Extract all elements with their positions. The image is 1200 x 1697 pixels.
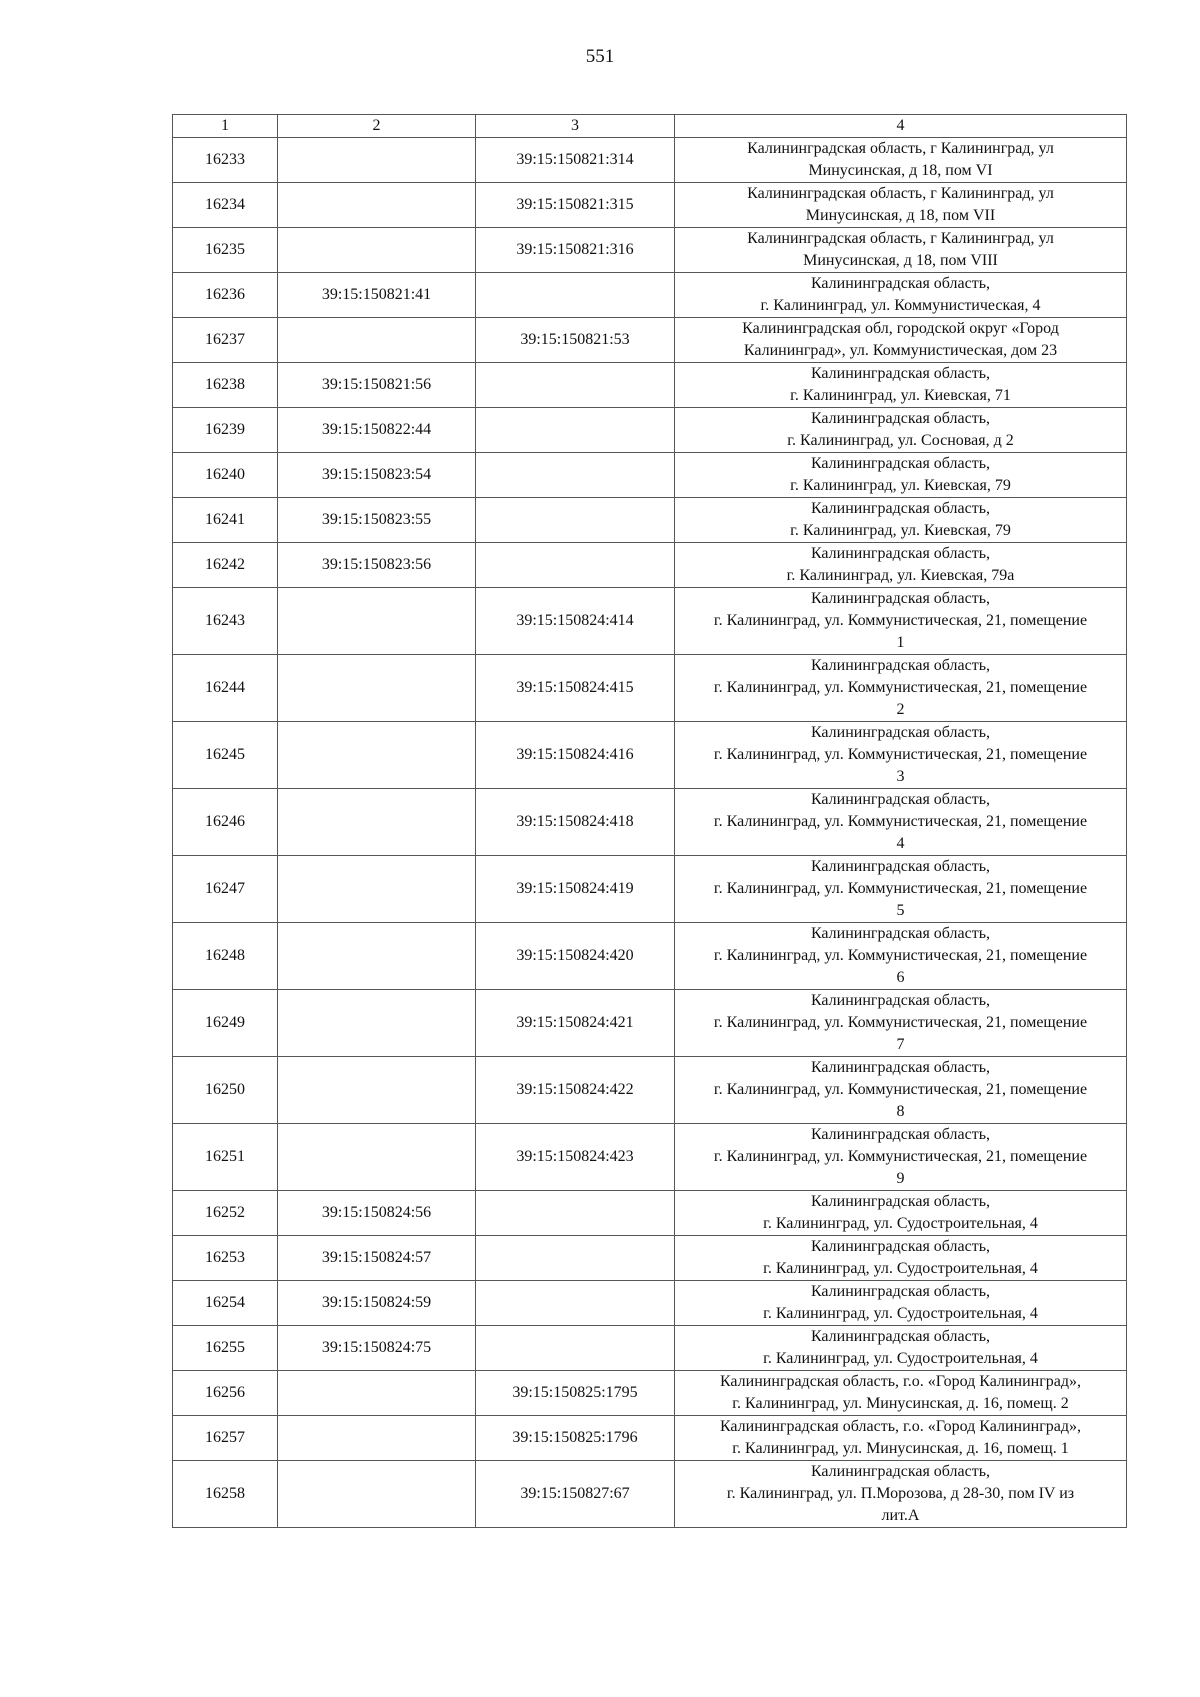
row-number-cell: 16254 <box>173 1281 278 1326</box>
cadastral-number-cell <box>278 228 476 273</box>
table-row <box>173 1416 1127 1461</box>
address-line: 2 <box>896 701 905 718</box>
row-number-cell: 16249 <box>173 990 278 1057</box>
room-cadastral-number-cell: 39:15:150824:423 <box>476 1124 675 1191</box>
address-line: г. Калининград, ул. Судостроительная, 4 <box>763 1260 1038 1277</box>
cadastral-number-cell: 39:15:150824:57 <box>278 1236 476 1281</box>
row-number-cell: 16244 <box>173 655 278 722</box>
cadastral-number-cell <box>278 183 476 228</box>
address-cell <box>675 1124 1127 1191</box>
address-cell <box>675 228 1127 273</box>
address-cell <box>675 273 1127 318</box>
address-line: г. Калининград, ул. Коммунистическая, 21, помещение <box>713 880 1088 897</box>
address-line: г. Калининград, ул. Коммунистическая, 21, помещение <box>713 947 1088 964</box>
room-cadastral-number-cell <box>476 543 675 588</box>
address-line: Калининградская область, г Калининград, ул <box>747 140 1054 157</box>
address-cell <box>675 1371 1127 1416</box>
room-cadastral-number-cell <box>476 1191 675 1236</box>
registry-table <box>172 114 1127 1528</box>
cadastral-number-cell <box>278 990 476 1057</box>
table-row <box>173 363 1127 408</box>
address-line: лит.А <box>881 1507 920 1524</box>
column-header-3: 3 <box>476 115 675 138</box>
address-line: Калининградская область, <box>810 791 991 808</box>
address-line: г. Калининград, ул. Коммунистическая, 21, помещение <box>713 1014 1088 1031</box>
address-line: Калининградская область, г Калининград, ул <box>747 185 1054 202</box>
cadastral-number-cell <box>278 318 476 363</box>
row-number-cell: 16237 <box>173 318 278 363</box>
table-row <box>173 318 1127 363</box>
table-row <box>173 138 1127 183</box>
address-line: Калининградская область, <box>810 1283 991 1300</box>
row-number-cell: 16250 <box>173 1057 278 1124</box>
address-line: г. Калининград, ул. Киевская, 79 <box>790 477 1011 494</box>
room-cadastral-number-cell <box>476 363 675 408</box>
address-cell <box>675 408 1127 453</box>
row-number-cell: 16233 <box>173 138 278 183</box>
address-line: Калининградская область, <box>810 590 991 607</box>
room-cadastral-number-cell: 39:15:150824:414 <box>476 588 675 655</box>
address-line: г. Калининград, ул. Киевская, 79 <box>790 522 1011 539</box>
address-line: Калининградская область, <box>810 410 991 427</box>
cadastral-number-cell: 39:15:150824:59 <box>278 1281 476 1326</box>
address-line: г. Калининград, ул. П.Морозова, д 28-30, пом IV из <box>726 1485 1075 1502</box>
cadastral-number-cell <box>278 655 476 722</box>
address-line: Калининград», ул. Коммунистическая, дом 23 <box>743 342 1058 359</box>
row-number-cell: 16235 <box>173 228 278 273</box>
address-line: Минусинская, д 18, пом VI <box>808 162 993 179</box>
column-header-1: 1 <box>173 115 278 138</box>
row-number-cell: 16246 <box>173 789 278 856</box>
address-line: Калининградская область, <box>810 1193 991 1210</box>
address-cell <box>675 856 1127 923</box>
address-line: г. Калининград, ул. Коммунистическая, 4 <box>760 297 1041 314</box>
table-row <box>173 1371 1127 1416</box>
cadastral-number-cell <box>278 923 476 990</box>
table-body <box>173 138 1127 1528</box>
cadastral-number-cell <box>278 789 476 856</box>
address-line: Калининградская область, <box>810 1328 991 1345</box>
cadastral-number-cell: 39:15:150821:41 <box>278 273 476 318</box>
room-cadastral-number-cell: 39:15:150821:316 <box>476 228 675 273</box>
column-header-4: 4 <box>675 115 1127 138</box>
cadastral-number-cell <box>278 722 476 789</box>
address-line: Минусинская, д 18, пом VII <box>805 207 996 224</box>
cadastral-number-cell <box>278 1057 476 1124</box>
room-cadastral-number-cell <box>476 408 675 453</box>
address-cell <box>675 1236 1127 1281</box>
row-number-cell: 16258 <box>173 1461 278 1528</box>
address-line: г. Калининград, ул. Минусинская, д. 16, помещ. 1 <box>732 1440 1069 1457</box>
room-cadastral-number-cell: 39:15:150825:1795 <box>476 1371 675 1416</box>
row-number-cell: 16256 <box>173 1371 278 1416</box>
table-row <box>173 228 1127 273</box>
room-cadastral-number-cell: 39:15:150821:314 <box>476 138 675 183</box>
cadastral-number-cell <box>278 1461 476 1528</box>
room-cadastral-number-cell: 39:15:150827:67 <box>476 1461 675 1528</box>
address-line: г. Калининград, ул. Киевская, 71 <box>790 387 1011 404</box>
room-cadastral-number-cell <box>476 498 675 543</box>
row-number-cell: 16243 <box>173 588 278 655</box>
cadastral-number-cell: 39:15:150824:75 <box>278 1326 476 1371</box>
row-number-cell: 16251 <box>173 1124 278 1191</box>
table-row <box>173 789 1127 856</box>
address-line: 9 <box>896 1170 905 1187</box>
address-line: г. Калининград, ул. Коммунистическая, 21, помещение <box>713 746 1088 763</box>
cadastral-number-cell <box>278 1416 476 1461</box>
row-number-cell: 16239 <box>173 408 278 453</box>
address-line: г. Калининград, ул. Судостроительная, 4 <box>763 1350 1038 1367</box>
address-line: Минусинская, д 18, пом VIII <box>803 252 998 269</box>
address-cell <box>675 655 1127 722</box>
room-cadastral-number-cell <box>476 273 675 318</box>
address-line: 4 <box>896 835 905 852</box>
address-line: г. Калининград, ул. Судостроительная, 4 <box>763 1305 1038 1322</box>
address-line: г. Калининград, ул. Коммунистическая, 21, помещение <box>713 1148 1088 1165</box>
address-line: Калининградская область, <box>810 858 991 875</box>
cadastral-number-cell <box>278 1371 476 1416</box>
row-number-cell: 16252 <box>173 1191 278 1236</box>
cadastral-number-cell: 39:15:150824:56 <box>278 1191 476 1236</box>
room-cadastral-number-cell <box>476 1326 675 1371</box>
row-number-cell: 16248 <box>173 923 278 990</box>
address-cell <box>675 1057 1127 1124</box>
address-cell <box>675 923 1127 990</box>
row-number-cell: 16234 <box>173 183 278 228</box>
address-line: Калининградская область, г.о. «Город Калининград», <box>719 1418 1082 1435</box>
room-cadastral-number-cell: 39:15:150824:415 <box>476 655 675 722</box>
room-cadastral-number-cell <box>476 1236 675 1281</box>
address-cell <box>675 318 1127 363</box>
row-number-cell: 16253 <box>173 1236 278 1281</box>
room-cadastral-number-cell <box>476 453 675 498</box>
room-cadastral-number-cell: 39:15:150824:422 <box>476 1057 675 1124</box>
address-line: Калининградская область, <box>810 500 991 517</box>
address-line: 8 <box>896 1103 905 1120</box>
address-cell <box>675 722 1127 789</box>
table-row <box>173 453 1127 498</box>
column-header-2: 2 <box>278 115 476 138</box>
address-cell <box>675 138 1127 183</box>
address-line: г. Калининград, ул. Сосновая, д 2 <box>787 432 1014 449</box>
address-line: 5 <box>896 902 905 919</box>
table-row <box>173 990 1127 1057</box>
address-cell <box>675 1461 1127 1528</box>
cadastral-number-cell: 39:15:150823:55 <box>278 498 476 543</box>
table-row <box>173 1057 1127 1124</box>
table-header-row <box>173 115 1127 138</box>
room-cadastral-number-cell: 39:15:150824:420 <box>476 923 675 990</box>
table-row <box>173 1461 1127 1528</box>
address-line: г. Калининград, ул. Коммунистическая, 21, помещение <box>713 1081 1088 1098</box>
address-cell <box>675 1281 1127 1326</box>
row-number-cell: 16257 <box>173 1416 278 1461</box>
room-cadastral-number-cell: 39:15:150824:421 <box>476 990 675 1057</box>
table-row <box>173 1191 1127 1236</box>
cadastral-number-cell <box>278 138 476 183</box>
table-row <box>173 183 1127 228</box>
address-line: Калининградская область, <box>810 1463 991 1480</box>
address-line: 7 <box>896 1036 905 1053</box>
address-line: Калининградская обл, городской округ «Город <box>742 320 1059 337</box>
cadastral-number-cell <box>278 588 476 655</box>
address-line: Калининградская область, г Калининград, ул <box>747 230 1054 247</box>
address-line: г. Калининград, ул. Коммунистическая, 21, помещение <box>713 813 1088 830</box>
table-row <box>173 543 1127 588</box>
room-cadastral-number-cell: 39:15:150821:315 <box>476 183 675 228</box>
row-number-cell: 16240 <box>173 453 278 498</box>
address-line: Калининградская область, <box>810 657 991 674</box>
table-row <box>173 1281 1127 1326</box>
room-cadastral-number-cell: 39:15:150821:53 <box>476 318 675 363</box>
address-line: г. Калининград, ул. Киевская, 79а <box>786 567 1015 584</box>
table-row <box>173 273 1127 318</box>
table-row <box>173 588 1127 655</box>
address-line: Калининградская область, <box>810 365 991 382</box>
address-cell <box>675 498 1127 543</box>
row-number-cell: 16245 <box>173 722 278 789</box>
row-number-cell: 16238 <box>173 363 278 408</box>
address-line: Калининградская область, <box>810 925 991 942</box>
table-row <box>173 655 1127 722</box>
row-number-cell: 16242 <box>173 543 278 588</box>
room-cadastral-number-cell: 39:15:150824:416 <box>476 722 675 789</box>
row-number-cell: 16247 <box>173 856 278 923</box>
cadastral-number-cell <box>278 1124 476 1191</box>
address-line: Калининградская область, <box>810 455 991 472</box>
row-number-cell: 16255 <box>173 1326 278 1371</box>
address-line: Калининградская область, <box>810 545 991 562</box>
address-cell <box>675 990 1127 1057</box>
table-row <box>173 722 1127 789</box>
cadastral-number-cell <box>278 856 476 923</box>
address-line: Калининградская область, г.о. «Город Калининград», <box>719 1373 1082 1390</box>
table-row <box>173 1236 1127 1281</box>
address-cell <box>675 1416 1127 1461</box>
row-number-cell: 16236 <box>173 273 278 318</box>
table-row <box>173 1326 1127 1371</box>
cadastral-number-cell: 39:15:150823:56 <box>278 543 476 588</box>
table-row <box>173 408 1127 453</box>
cadastral-number-cell: 39:15:150822:44 <box>278 408 476 453</box>
row-number-cell: 16241 <box>173 498 278 543</box>
address-cell <box>675 363 1127 408</box>
address-line: Калининградская область, <box>810 1238 991 1255</box>
address-cell <box>675 453 1127 498</box>
address-line: Калининградская область, <box>810 1059 991 1076</box>
address-line: Калининградская область, <box>810 1126 991 1143</box>
address-line: 6 <box>896 969 905 986</box>
address-cell <box>675 789 1127 856</box>
room-cadastral-number-cell <box>476 1281 675 1326</box>
address-line: Калининградская область, <box>810 275 991 292</box>
page-number: 551 <box>585 46 615 67</box>
cadastral-number-cell: 39:15:150823:54 <box>278 453 476 498</box>
address-cell <box>675 183 1127 228</box>
table-row <box>173 923 1127 990</box>
address-line: Калининградская область, <box>810 724 991 741</box>
room-cadastral-number-cell: 39:15:150825:1796 <box>476 1416 675 1461</box>
room-cadastral-number-cell: 39:15:150824:418 <box>476 789 675 856</box>
address-cell <box>675 1191 1127 1236</box>
address-line: г. Калининград, ул. Коммунистическая, 21, помещение <box>713 612 1088 629</box>
address-line: г. Калининград, ул. Коммунистическая, 21, помещение <box>713 679 1088 696</box>
address-line: г. Калининград, ул. Судостроительная, 4 <box>763 1215 1038 1232</box>
address-line: 3 <box>896 768 905 785</box>
address-line: г. Калининград, ул. Минусинская, д. 16, помещ. 2 <box>732 1395 1069 1412</box>
address-cell <box>675 588 1127 655</box>
address-line: 1 <box>896 634 905 651</box>
room-cadastral-number-cell: 39:15:150824:419 <box>476 856 675 923</box>
table-row <box>173 856 1127 923</box>
table-row <box>173 1124 1127 1191</box>
address-line: Калининградская область, <box>810 992 991 1009</box>
address-cell <box>675 1326 1127 1371</box>
cadastral-number-cell: 39:15:150821:56 <box>278 363 476 408</box>
address-cell <box>675 543 1127 588</box>
table-row <box>173 498 1127 543</box>
